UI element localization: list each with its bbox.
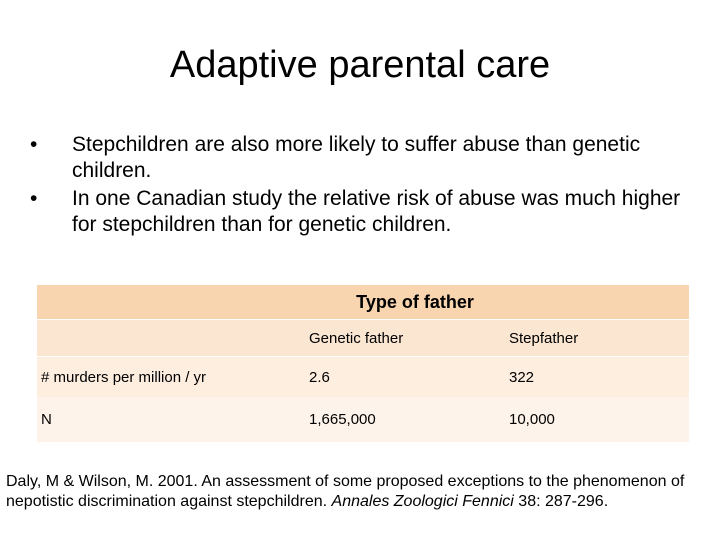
- row-label: N: [37, 397, 305, 442]
- type-of-father-header: Type of father: [37, 285, 689, 320]
- table-row: [37, 357, 689, 398]
- step-value: 10,000: [505, 397, 689, 442]
- table-group-header-row: [37, 285, 689, 320]
- citation-journal: Annales Zoologici Fennici: [331, 493, 514, 510]
- step-value: 322: [505, 357, 689, 398]
- genetic-value: 1,665,000: [305, 397, 505, 442]
- row-label: # murders per million / yr: [37, 357, 305, 398]
- genetic-father-header: Genetic father: [305, 320, 505, 357]
- bullet-marker: •: [30, 187, 38, 210]
- bullet-text: Stepchildren are also more likely to suffer abuse than genetic children.: [72, 133, 641, 182]
- bullet-list: [28, 132, 698, 240]
- table-row: [37, 397, 689, 442]
- citation-text: Daly, M & Wilson, M. 2001. An assessment of some proposed exceptions to the phenomenon of nepotistic discrimination against stepchildren.: [6, 473, 685, 510]
- genetic-value: 2.6: [305, 357, 505, 398]
- bullet-item: [28, 186, 698, 238]
- table-column-header-row: [37, 320, 689, 357]
- blank-header-cell: [37, 320, 305, 357]
- citation: [6, 472, 718, 512]
- father-type-table: [37, 285, 689, 442]
- slide-title: Adaptive parental care: [169, 44, 551, 86]
- stepfather-header: Stepfather: [505, 320, 689, 357]
- bullet-marker: •: [30, 133, 38, 156]
- bullet-item: [28, 132, 698, 184]
- bullet-text: In one Canadian study the relative risk of abuse was much higher for stepchildren than for genetic children.: [72, 187, 681, 236]
- citation-volume: 38: 287-296.: [518, 493, 609, 510]
